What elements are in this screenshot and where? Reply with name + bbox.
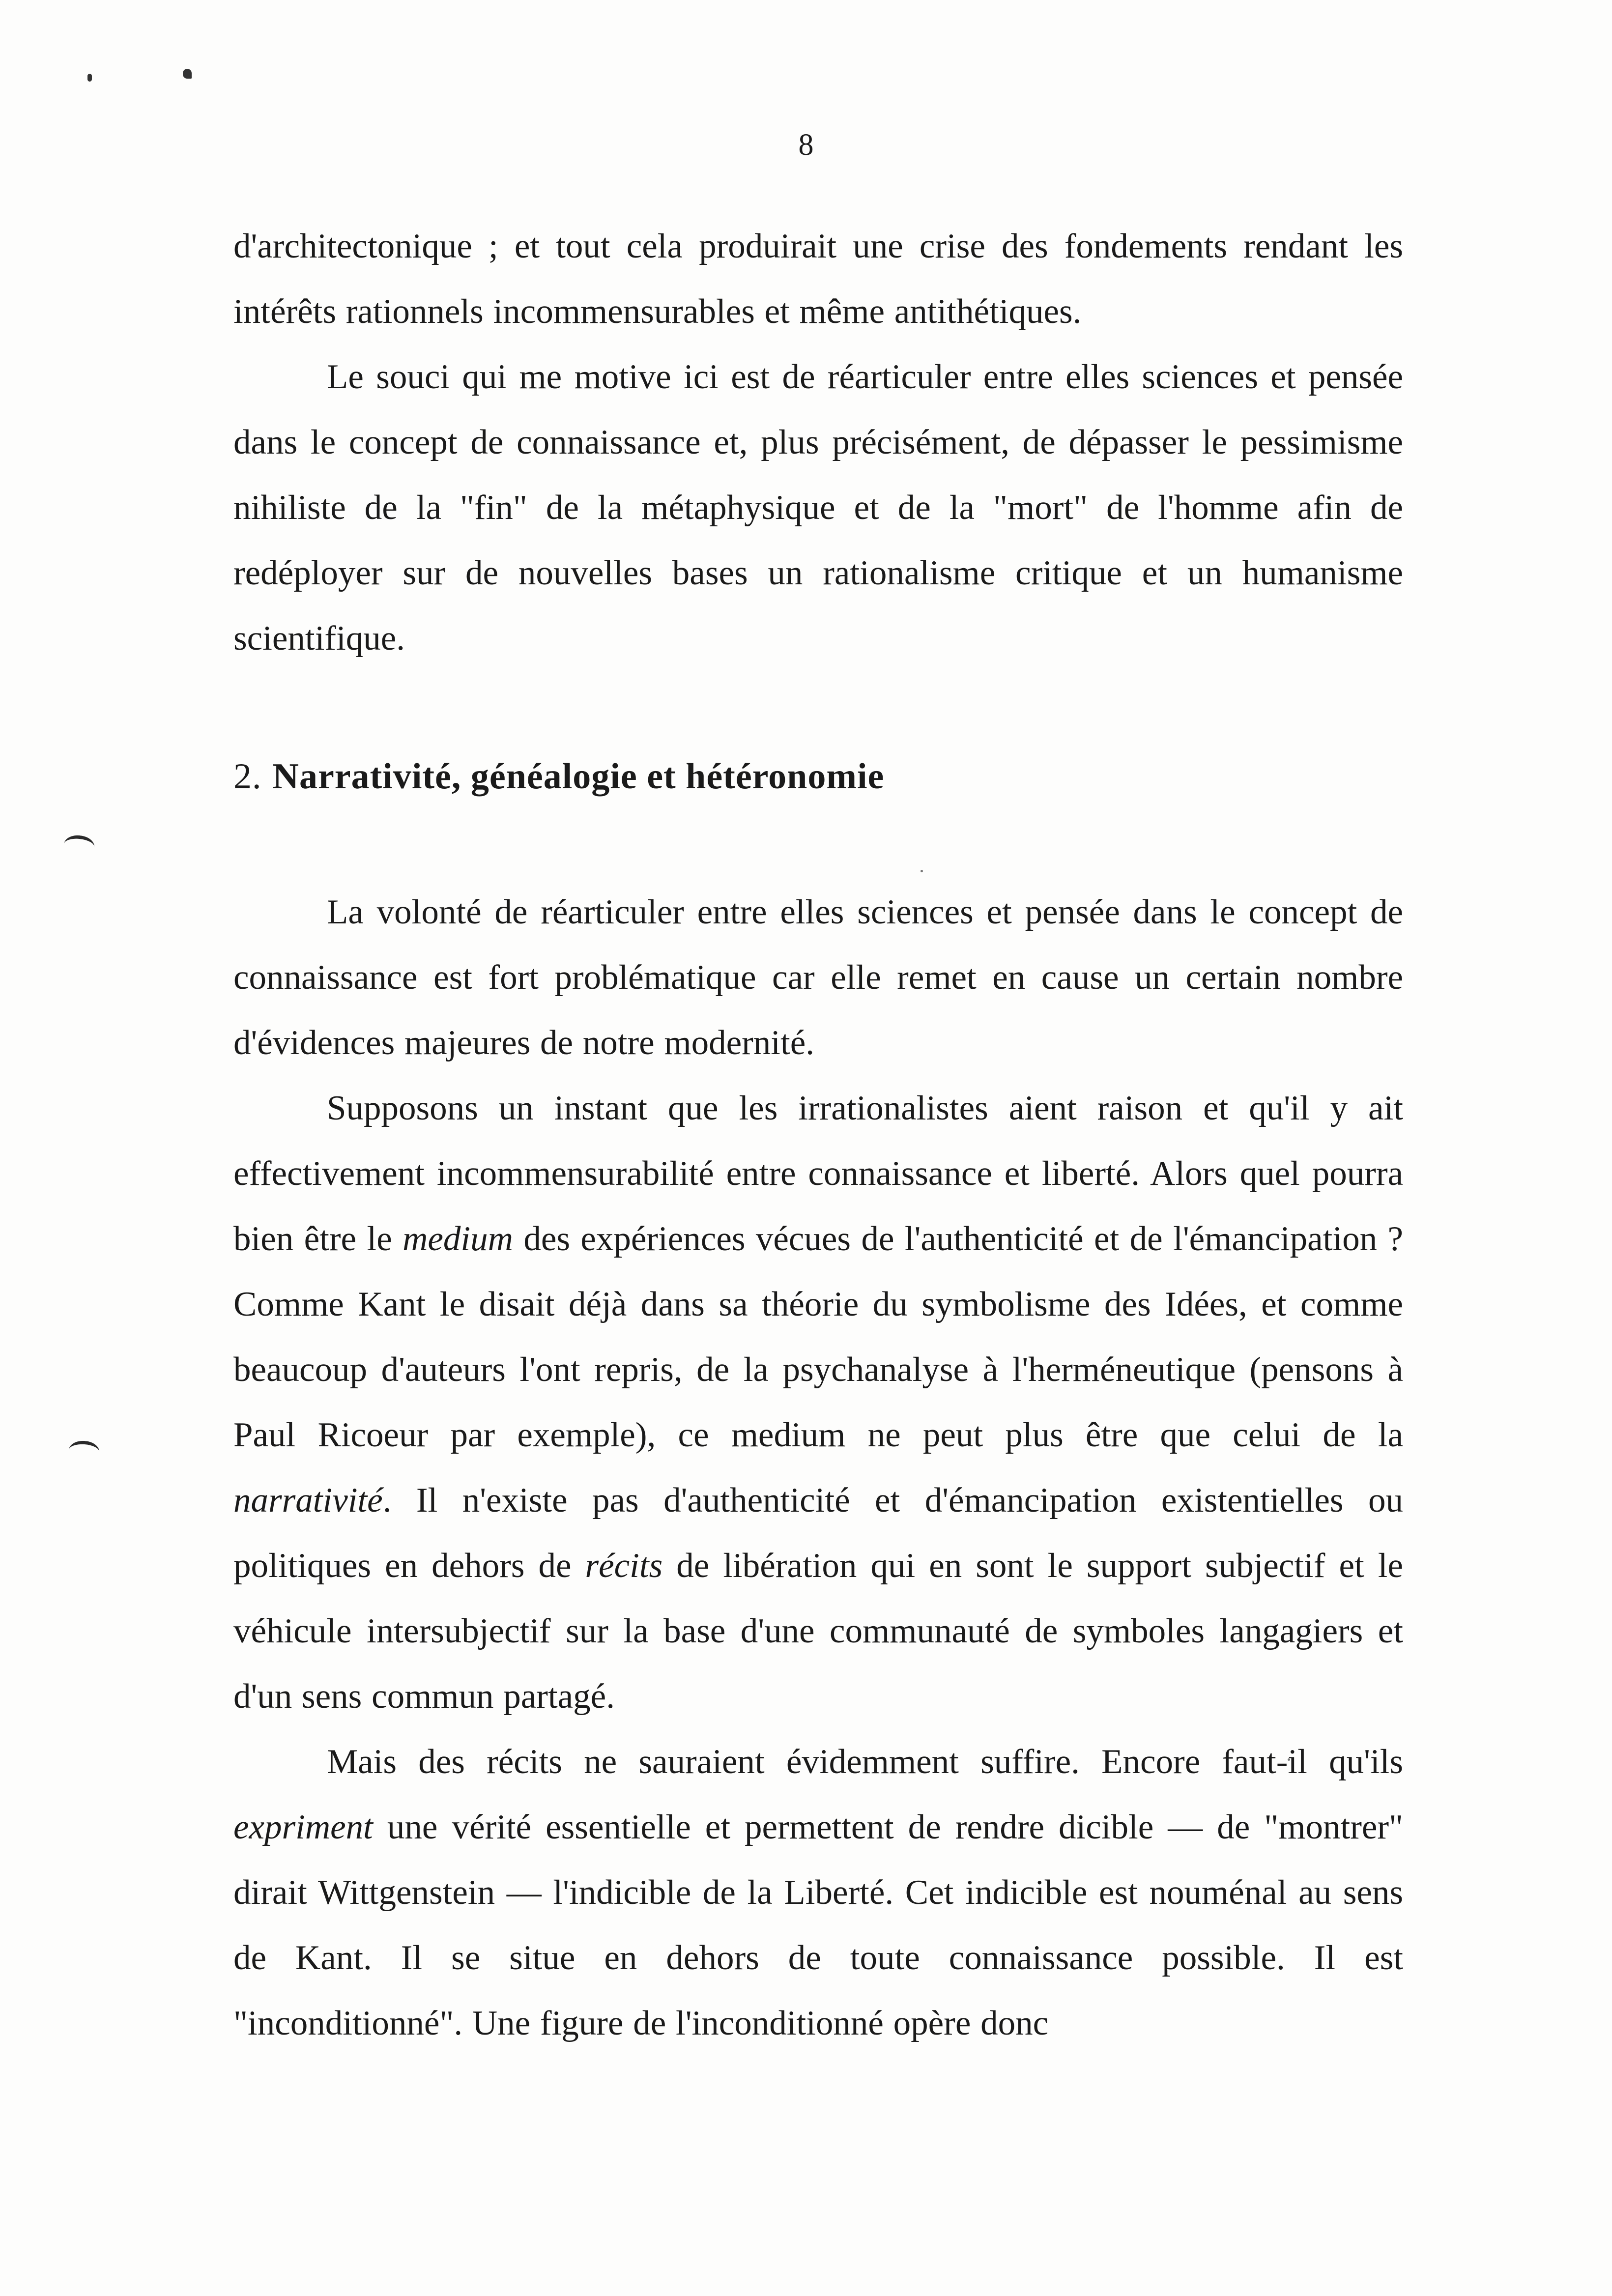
text-run: d'architectonique ; et tout cela produirait une crise des fondements rendant les intérêts rationnels incommensurables et même antithétiques. xyxy=(233,227,1403,331)
text-run: de libération qui en sont le support subjectif et le véhicule intersubjectif sur la base d'une communauté de symboles langagiers et d'un sens commun partagé. xyxy=(233,1547,1403,1716)
emphasized-text: expriment xyxy=(233,1808,373,1846)
section-title: Narrativité, généalogie et hétéronomie xyxy=(272,756,885,797)
body-text-before-heading xyxy=(233,214,1403,671)
scan-mark xyxy=(87,74,92,82)
section-number: 2. xyxy=(233,756,262,797)
emphasized-text: narrativité xyxy=(233,1481,383,1520)
text-run: Supposons un instant que les irrationalistes aient raison et qu'il y ait effectivement incommensurabilité entre connaissance et liberté. Alors quel pourra bien être le xyxy=(233,1089,1403,1258)
paragraph xyxy=(233,880,1403,1076)
scan-mark xyxy=(183,69,192,79)
text-run: . Il n'existe pas d'authenticité et d'émancipation existentielles ou politiques en dehors de xyxy=(233,1481,1403,1585)
margin-mark xyxy=(68,1440,100,1462)
page-number: 8 xyxy=(798,128,814,162)
emphasized-text: medium xyxy=(403,1220,513,1258)
text-run: une vérité essentielle et permettent de rendre dicible — de "montrer" dirait Wittgenstein — l'indicible de la Liberté. Cet indicible est nouménal au sens de Kant. Il se situe en dehors de toute connaissance possible. Il est "inconditionné". Une figure de l'inconditionné opère donc xyxy=(233,1808,1403,2042)
scan-speck xyxy=(921,870,923,872)
paragraph xyxy=(233,214,1403,344)
body-text-after-heading xyxy=(233,880,1403,2056)
section-heading xyxy=(233,747,884,806)
margin-mark xyxy=(63,834,95,857)
emphasized-text: récits xyxy=(585,1547,663,1585)
paragraph xyxy=(233,1076,1403,1729)
text-run: Mais des récits ne sauraient évidemment suffire. Encore faut-il qu'ils xyxy=(327,1743,1403,1781)
text-run: La volonté de réarticuler entre elles sciences et pensée dans le concept de connaissance est fort problématique car elle remet en cause un certain nombre d'évidences majeures de notre modernité. xyxy=(233,893,1403,1062)
text-run: des expériences vécues de l'authenticité et de l'émancipation ? Comme Kant le disait déjà dans sa théorie du symbolisme des Idées, et comme beaucoup d'auteurs l'ont repris, de la psychanalyse à l'herméneutique (pensons à Paul Ricoeur par exemple), ce medium ne peut plus être que celui de la xyxy=(233,1220,1403,1454)
text-run: Le souci qui me motive ici est de réarticuler entre elles sciences et pensée dans le concept de connaissance et, plus précisément, de dépasser le pessimisme nihiliste de la "fin" de la métaphysique et de la "mort" de l'homme afin de redéployer sur de nouvelles bases un rationalisme critique et un humanisme scientifique. xyxy=(233,358,1403,658)
paragraph xyxy=(233,344,1403,671)
paragraph xyxy=(233,1729,1403,2056)
